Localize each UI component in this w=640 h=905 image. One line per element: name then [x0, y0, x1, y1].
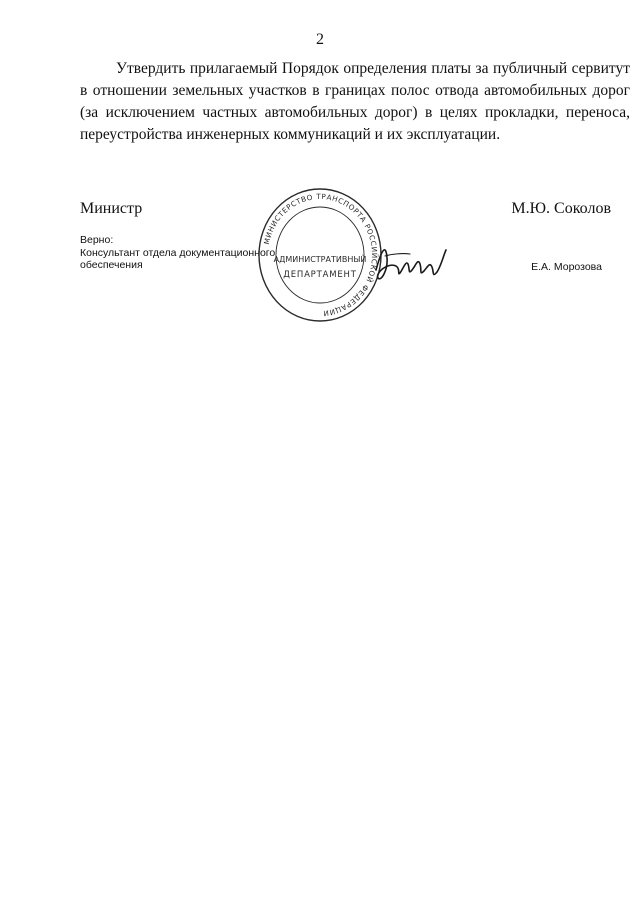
certification-label: Верно:	[80, 234, 114, 246]
handwritten-signature	[372, 240, 452, 290]
signer-title: Министр	[80, 200, 143, 217]
body-paragraph: Утвердить прилагаемый Порядок определения платы за публичный сервитут в отношении земельных участков в границах полос отвода автомобильных дорог (за исключением частных автомобильных дорог) в целях прокладки, переноса, переустройства инженерных коммуникаций и их эксплуатации.	[80, 60, 630, 143]
page-number: 2	[316, 31, 324, 48]
stamp-line2: ДЕПАРТАМЕНТ	[283, 270, 357, 280]
certification-block	[80, 234, 275, 272]
stamp-line1: АДМИНИСТРАТИВНЫЙ	[273, 255, 367, 264]
official-stamp	[255, 185, 385, 325]
certifier-name: Е.А. Морозова	[531, 261, 602, 273]
certifier-position-line2: обеспечения	[80, 259, 143, 271]
certifier-position-line1: Консультант отдела документационного	[80, 246, 276, 259]
stamp-outer-text: МИНИСТЕРСТВО ТРАНСПОРТА РОССИЙСКОЙ ФЕДЕРАЦИИ	[261, 191, 380, 318]
signer-name: М.Ю. Соколов	[511, 200, 611, 217]
